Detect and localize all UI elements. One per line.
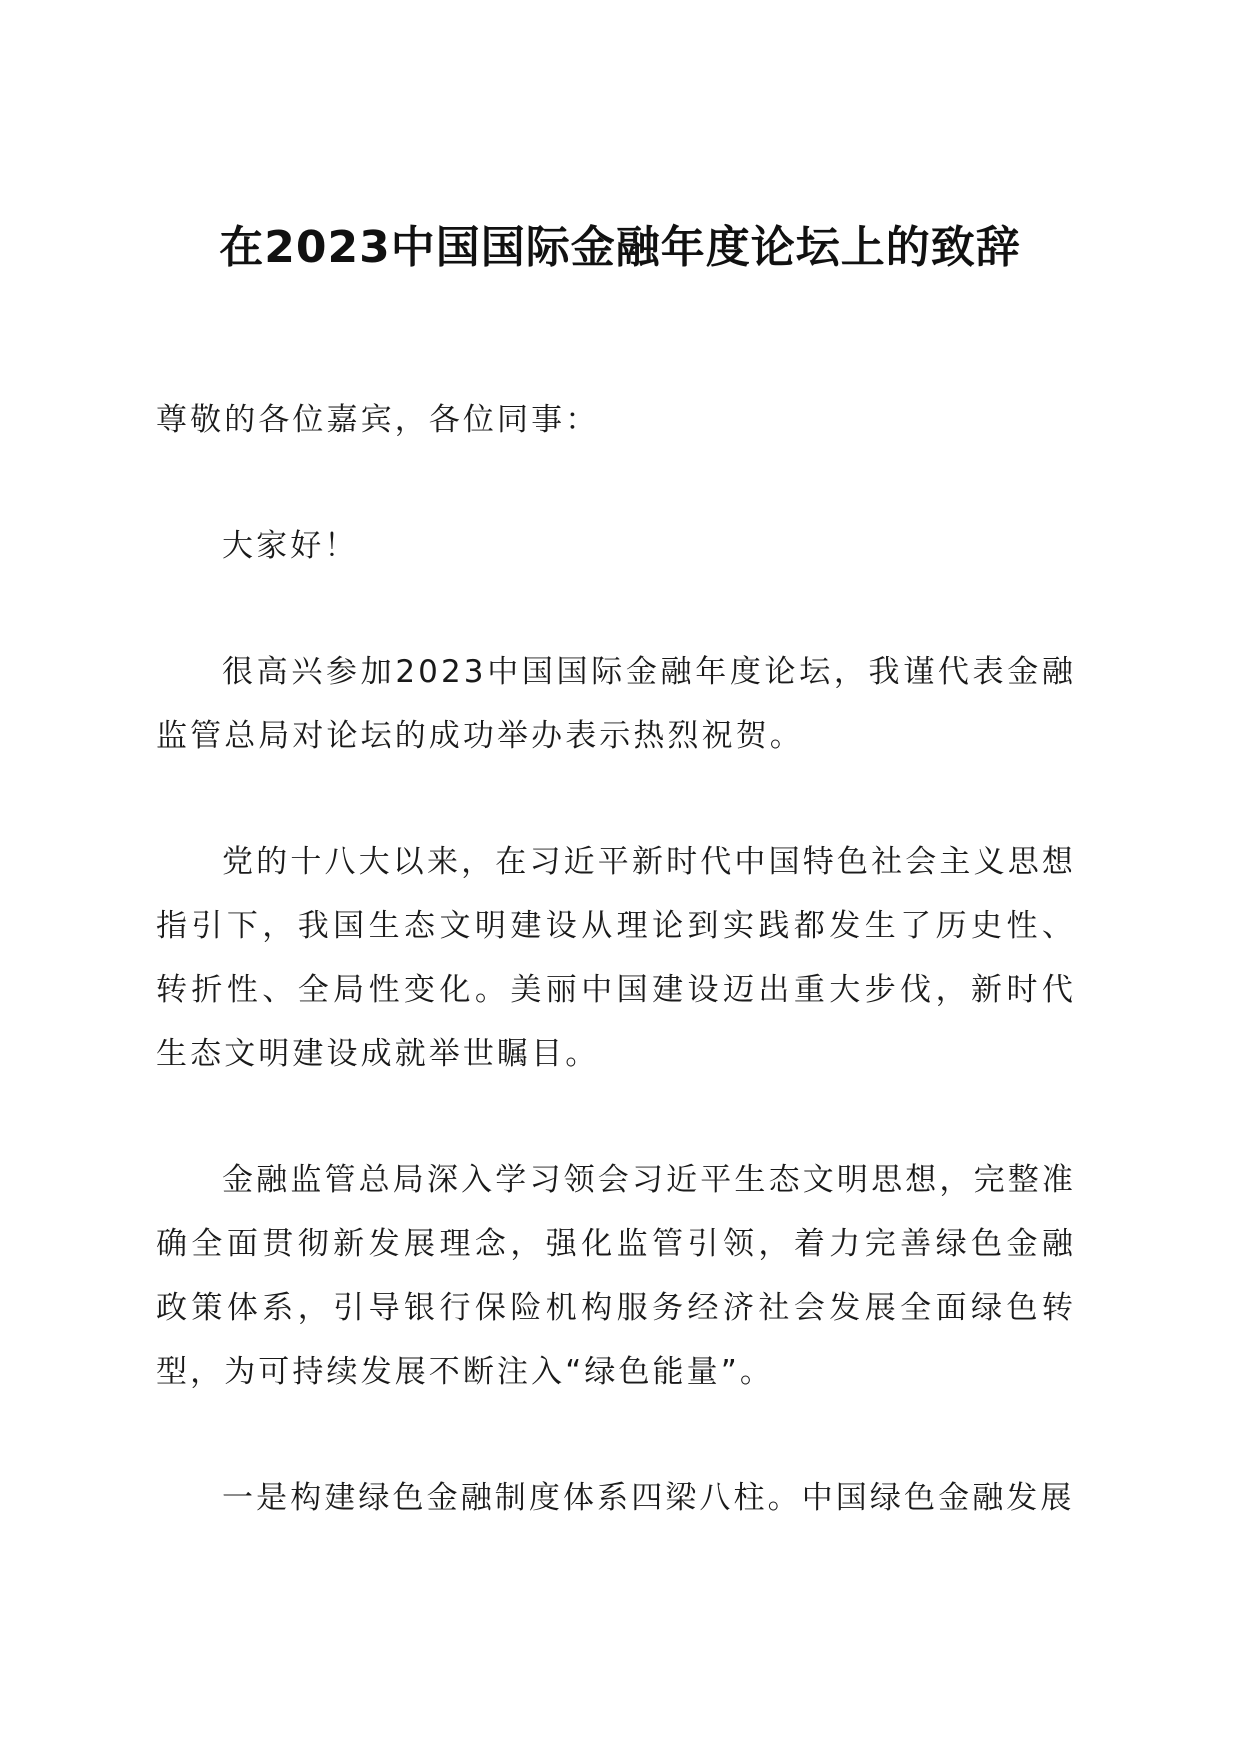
paragraph: 金融监管总局深入学习领会习近平生态文明思想，完整准确全面贯彻新发展理念，强化监管引领，着力完善绿色金融政策体系，引导银行保险机构服务经济社会发展全面绿色转型，为可持续发展不断注入“绿色能量”。 <box>156 1162 1076 1390</box>
paragraph: 很高兴参加2023中国国际金融年度论坛，我谨代表金融监管总局对论坛的成功举办表示热烈祝贺。 <box>156 654 1076 754</box>
paragraph: 党的十八大以来，在习近平新时代中国特色社会主义思想指引下，我国生态文明建设从理论到实践都发生了历史性、转折性、全局性变化。美丽中国建设迈出重大步伐，新时代生态文明建设成就举世瞩目。 <box>156 844 1076 1072</box>
document-body <box>156 388 1076 1530</box>
paragraph: 一是构建绿色金融制度体系四梁八柱。中国绿色金融发展 <box>222 1480 1075 1516</box>
salutation: 尊敬的各位嘉宾，各位同事： <box>156 402 600 438</box>
document-title: 在2023中国国际金融年度论坛上的致辞 <box>219 222 1021 273</box>
greeting: 大家好！ <box>222 528 359 564</box>
